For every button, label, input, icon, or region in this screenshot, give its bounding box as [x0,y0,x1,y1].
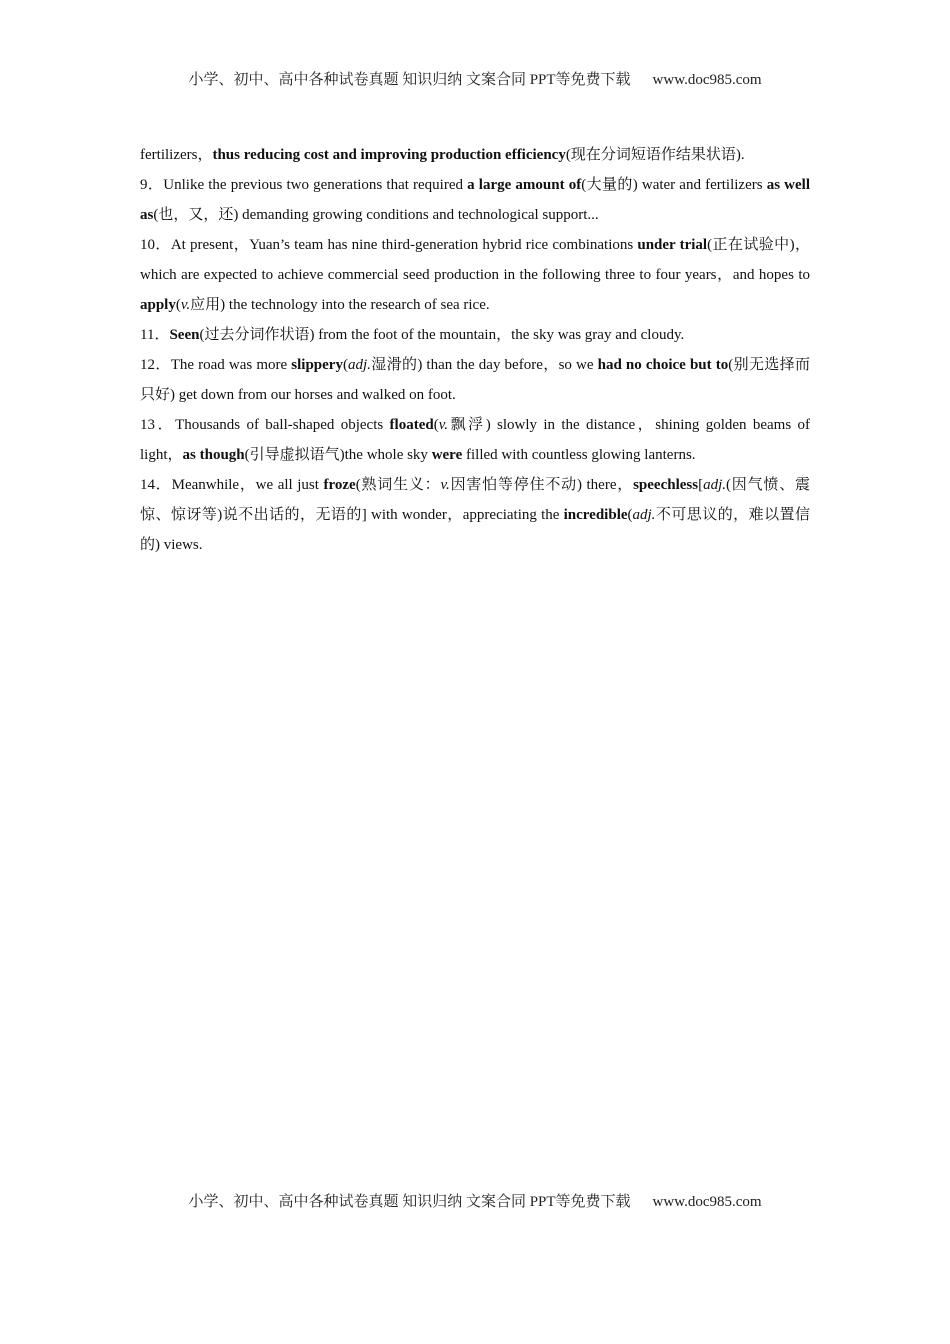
text-run: 不可思议的，难以置信的) views. [140,507,810,553]
paragraph-10 [140,230,810,320]
bold-phrase: were [431,447,463,463]
italic-abbrev: v. [440,477,450,493]
item-number: 9． [140,177,164,193]
bold-phrase: under trial [637,237,708,253]
text-run: 飘浮) slowly in the distance，shining golden beams of light， [140,417,810,463]
bold-phrase: apply [140,297,176,313]
text-run: 应用) the technology into the research of sea rice. [190,297,490,313]
header-text: 小学、初中、高中各种试卷真题 知识归纳 文案合同 PPT等免费下载 [188,72,631,88]
text-run: (因气愤、震惊、惊讶等)说不出话的，无语的] with wonder，appreciating the [140,477,811,523]
text-run: The road was more [170,357,292,373]
text-run: (过去分词作状语) from the foot of the mountain，the sky was gray and cloudy. [199,327,685,343]
paragraph-11 [140,320,810,350]
bold-phrase: floated [389,417,434,433]
text-run: [ [698,477,704,493]
bold-phrase: as though [182,447,245,463]
header-site: www.doc985.com [652,72,762,88]
text-run: ( [627,507,633,523]
text-run: Unlike the previous two generations that required [163,177,468,193]
paragraph-9 [140,170,810,230]
page-footer [0,1190,950,1211]
text-run: Meanwhile，we all just [171,477,324,493]
bold-phrase: Seen [169,327,200,343]
item-number: 11． [140,327,170,343]
bold-phrase: froze [323,477,356,493]
text-run: 湿滑的) than the day before，so we [370,357,598,373]
text-run: (引导虚拟语气)the whole sky [244,447,432,463]
text-run: ( [433,417,439,433]
italic-abbrev: adj. [632,507,656,523]
bold-phrase: a large amount of [467,177,582,193]
text-run: (熟词生义： [355,477,441,493]
paragraph-12 [140,350,810,410]
item-number: 10． [140,237,171,253]
italic-abbrev: v. [438,417,448,433]
bold-phrase: incredible [563,507,628,523]
text-run: 因害怕等停住不动) there， [449,477,634,493]
paragraph-14 [140,470,810,560]
bold-phrase: slippery [291,357,343,373]
text-run: At present，Yuan’s team has nine third-generation hybrid rice combinations [170,237,638,253]
text-run: filled with countless glowing lanterns. [462,447,696,463]
page-header [0,68,950,89]
item-number: 12． [140,357,171,373]
text-run: fertilizers， [140,147,213,163]
bold-phrase: had no choice but to [597,357,729,373]
bold-phrase: as well as [140,177,810,223]
text-run: (大量的) water and fertilizers [581,177,767,193]
italic-abbrev: adj. [703,477,727,493]
text-run: (正在试验中)，which are expected to achieve commercial seed production in the following three to four years，and hopes to [140,237,811,283]
text-run: ( [342,357,348,373]
bold-phrase: thus reducing cost and improving production efficiency [212,147,566,163]
italic-abbrev: adj. [347,357,371,373]
text-run: ( [175,297,181,313]
text-run: (现在分词短语作结果状语). [565,147,745,163]
text-run: Thousands of ball-shaped objects [175,417,390,433]
paragraph-continuation [140,140,810,170]
bold-phrase: speechless [633,477,699,493]
item-number: 13． [140,417,176,433]
footer-text: 小学、初中、高中各种试卷真题 知识归纳 文案合同 PPT等免费下载 [188,1194,631,1210]
italic-abbrev: v. [180,297,191,313]
item-number: 14． [140,477,172,493]
text-run: (别无选择而只好) get down from our horses and walked on foot. [140,357,811,403]
document-body [140,140,810,560]
footer-site: www.doc985.com [652,1194,762,1210]
text-run: (也，又，还) demanding growing conditions and technological support... [153,207,599,223]
paragraph-13 [140,410,810,470]
